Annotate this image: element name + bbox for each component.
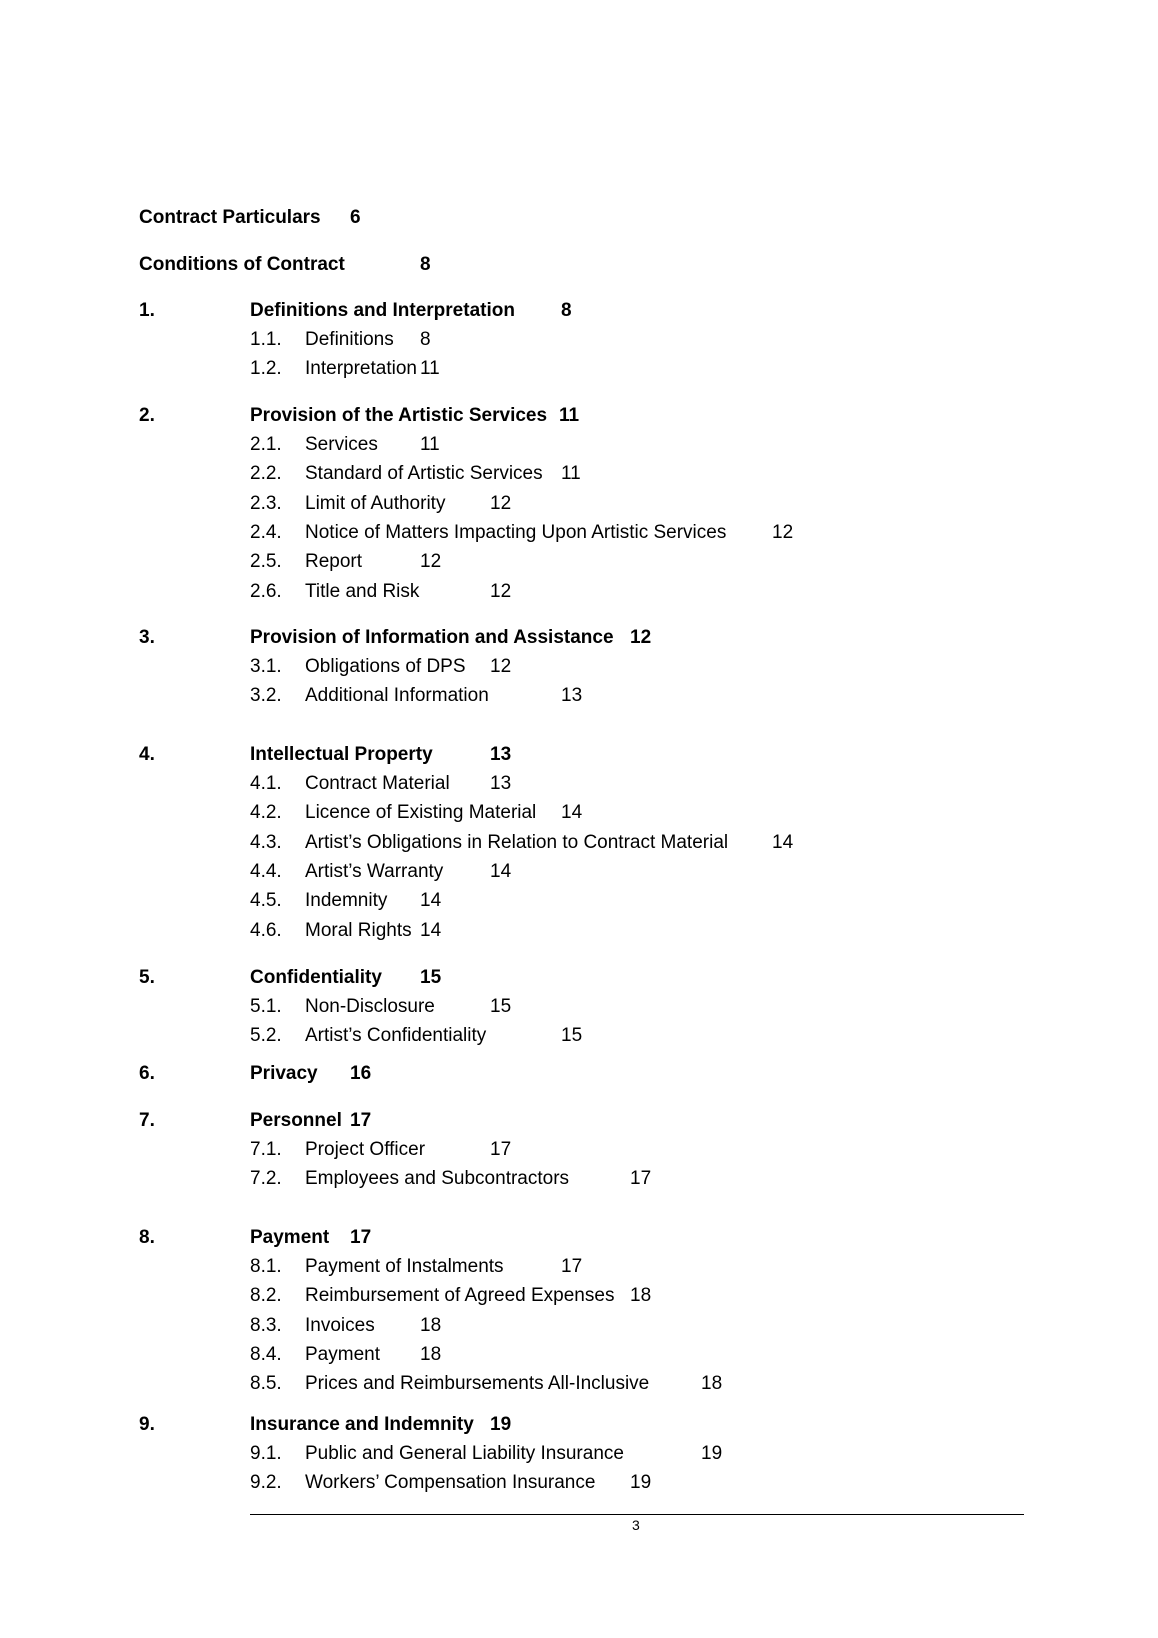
toc-section-page: 17 bbox=[350, 1110, 372, 1131]
toc-subsection-link[interactable]: Public and General Liability Insurance bbox=[305, 1443, 624, 1464]
toc-section-page: 17 bbox=[350, 1227, 372, 1248]
toc-subsection-link[interactable]: Notice of Matters Impacting Upon Artistic Services bbox=[305, 522, 727, 543]
toc-subsection-page: 17 bbox=[561, 1256, 583, 1277]
toc-subsection-link[interactable]: Invoices bbox=[305, 1315, 375, 1336]
section-number: 5. bbox=[139, 967, 155, 988]
toc-subsection-link[interactable]: Report bbox=[305, 551, 363, 572]
toc-subsection-page: 12 bbox=[490, 493, 512, 514]
toc-subsection-page: 17 bbox=[490, 1139, 512, 1160]
toc-subsection-link[interactable]: Standard of Artistic Services bbox=[305, 463, 543, 484]
toc-subsection-page: 18 bbox=[420, 1315, 442, 1336]
toc-subsection-link[interactable]: Payment bbox=[305, 1344, 380, 1365]
toc-subsection-link[interactable]: Non-Disclosure bbox=[305, 996, 435, 1017]
toc-subsection-link[interactable]: Artist’s Warranty bbox=[305, 861, 444, 882]
subsection-number: 4.6. bbox=[250, 920, 282, 941]
section-number: 1. bbox=[139, 300, 155, 321]
toc-subsection-page: 12 bbox=[772, 522, 794, 543]
toc-subsection-page: 18 bbox=[630, 1285, 652, 1306]
toc-section-page: 11 bbox=[559, 405, 580, 426]
subsection-number: 8.4. bbox=[250, 1344, 282, 1365]
toc-subsection-link[interactable]: Contract Material bbox=[305, 773, 450, 794]
subsection-number: 8.3. bbox=[250, 1315, 282, 1336]
toc-subsection-link[interactable]: Interpretation bbox=[305, 358, 417, 379]
subsection-number: 1.1. bbox=[250, 329, 282, 350]
toc-subsection-page: 17 bbox=[630, 1168, 652, 1189]
toc-subsection-link[interactable]: Workers’ Compensation Insurance bbox=[305, 1472, 596, 1493]
toc-subsection-page: 15 bbox=[490, 996, 512, 1017]
toc-subsection-page: 14 bbox=[490, 861, 512, 882]
subsection-number: 7.1. bbox=[250, 1139, 282, 1160]
toc-subsection-page: 11 bbox=[420, 434, 440, 455]
subsection-number: 8.2. bbox=[250, 1285, 282, 1306]
toc-section-page: 12 bbox=[630, 627, 652, 648]
page-number: 3 bbox=[632, 1517, 640, 1533]
subsection-number: 2.2. bbox=[250, 463, 282, 484]
subsection-number: 4.3. bbox=[250, 832, 282, 853]
toc-subsection-link[interactable]: Additional Information bbox=[305, 685, 489, 706]
toc-entry-page: 6 bbox=[350, 207, 361, 228]
subsection-number: 5.2. bbox=[250, 1025, 282, 1046]
toc-section-link[interactable]: Definitions and Interpretation bbox=[250, 300, 515, 321]
subsection-number: 9.2. bbox=[250, 1472, 282, 1493]
toc-entry-conditions-of-contract[interactable] bbox=[139, 254, 345, 276]
toc-section-link[interactable]: Insurance and Indemnity bbox=[250, 1414, 474, 1435]
subsection-number: 2.5. bbox=[250, 551, 282, 572]
toc-subsection-link[interactable]: Services bbox=[305, 434, 378, 455]
toc-subsection-link[interactable]: Moral Rights bbox=[305, 920, 412, 941]
subsection-number: 9.1. bbox=[250, 1443, 282, 1464]
toc-subsection-page: 14 bbox=[420, 920, 442, 941]
subsection-number: 4.5. bbox=[250, 890, 282, 911]
subsection-number: 2.4. bbox=[250, 522, 282, 543]
subsection-number: 8.5. bbox=[250, 1373, 282, 1394]
section-number: 4. bbox=[139, 744, 155, 765]
toc-section-link[interactable]: Personnel bbox=[250, 1110, 342, 1131]
toc-subsection-link[interactable]: Obligations of DPS bbox=[305, 656, 466, 677]
toc-subsection-page: 18 bbox=[420, 1344, 442, 1365]
toc-subsection-link[interactable]: Artist’s Obligations in Relation to Contract Material bbox=[305, 832, 729, 853]
toc-subsection-link[interactable]: Project Officer bbox=[305, 1139, 426, 1160]
toc-section-link[interactable]: Intellectual Property bbox=[250, 744, 433, 765]
subsection-number: 5.1. bbox=[250, 996, 282, 1017]
toc-section-page: 15 bbox=[420, 967, 442, 988]
toc-subsection-page: 13 bbox=[561, 685, 583, 706]
subsection-number: 7.2. bbox=[250, 1168, 282, 1189]
toc-entry-title: Contract Particulars bbox=[139, 207, 321, 228]
toc-subsection-link[interactable]: Artist’s Confidentiality bbox=[305, 1025, 487, 1046]
subsection-number: 8.1. bbox=[250, 1256, 282, 1277]
toc-subsection-page: 12 bbox=[420, 551, 442, 572]
toc-subsection-link[interactable]: Limit of Authority bbox=[305, 493, 446, 514]
toc-subsection-link[interactable]: Title and Risk bbox=[305, 581, 420, 602]
subsection-number: 2.3. bbox=[250, 493, 282, 514]
toc-subsection-page: 19 bbox=[630, 1472, 652, 1493]
toc-section-link[interactable]: Provision of Information and Assistance bbox=[250, 627, 614, 648]
toc-subsection-page: 12 bbox=[490, 656, 512, 677]
toc-subsection-link[interactable]: Payment of Instalments bbox=[305, 1256, 504, 1277]
section-number: 8. bbox=[139, 1227, 155, 1248]
toc-subsection-page: 8 bbox=[420, 329, 431, 350]
toc-subsection-link[interactable]: Licence of Existing Material bbox=[305, 802, 537, 823]
subsection-number: 2.1. bbox=[250, 434, 282, 455]
toc-section-page: 13 bbox=[490, 744, 512, 765]
toc-subsection-page: 18 bbox=[701, 1373, 723, 1394]
toc-section-link[interactable]: Payment bbox=[250, 1227, 330, 1248]
section-number: 3. bbox=[139, 627, 155, 648]
section-number: 6. bbox=[139, 1063, 155, 1084]
toc-subsection-page: 19 bbox=[701, 1443, 723, 1464]
toc-subsection-page: 14 bbox=[420, 890, 442, 911]
toc-subsection-link[interactable]: Definitions bbox=[305, 329, 394, 350]
toc-subsection-page: 12 bbox=[490, 581, 512, 602]
subsection-number: 2.6. bbox=[250, 581, 282, 602]
subsection-number: 3.2. bbox=[250, 685, 282, 706]
toc-section-page: 19 bbox=[490, 1414, 512, 1435]
toc-subsection-link[interactable]: Employees and Subcontractors bbox=[305, 1168, 570, 1189]
toc-section-page: 16 bbox=[350, 1063, 372, 1084]
subsection-number: 4.1. bbox=[250, 773, 282, 794]
subsection-number: 1.2. bbox=[250, 358, 282, 379]
toc-subsection-link[interactable]: Prices and Reimbursements All-Inclusive bbox=[305, 1373, 650, 1394]
section-number: 7. bbox=[139, 1110, 155, 1131]
subsection-number: 4.4. bbox=[250, 861, 282, 882]
toc-subsection-page: 14 bbox=[561, 802, 583, 823]
toc-section-page: 8 bbox=[561, 300, 572, 321]
toc-entry-title: Conditions of Contract bbox=[139, 254, 345, 275]
toc-subsection-page: 15 bbox=[561, 1025, 583, 1046]
toc-subsection-link[interactable]: Reimbursement of Agreed Expenses bbox=[305, 1285, 615, 1306]
toc-entry-contract-particulars[interactable] bbox=[139, 207, 321, 229]
footer-divider bbox=[250, 1514, 1024, 1515]
section-number: 2. bbox=[139, 405, 155, 426]
toc-subsection-page: 11 bbox=[420, 358, 440, 379]
toc-section-link[interactable]: Privacy bbox=[250, 1063, 318, 1084]
toc-subsection-page: 13 bbox=[490, 773, 512, 794]
toc-subsection-link[interactable]: Indemnity bbox=[305, 890, 388, 911]
subsection-number: 3.1. bbox=[250, 656, 282, 677]
toc-section-link[interactable]: Provision of the Artistic Services bbox=[250, 405, 548, 426]
section-number: 9. bbox=[139, 1414, 155, 1435]
subsection-number: 4.2. bbox=[250, 802, 282, 823]
toc-subsection-page: 14 bbox=[772, 832, 794, 853]
toc-subsection-page: 11 bbox=[561, 463, 581, 484]
toc-section-link[interactable]: Confidentiality bbox=[250, 967, 382, 988]
toc-entry-page: 8 bbox=[420, 254, 431, 275]
